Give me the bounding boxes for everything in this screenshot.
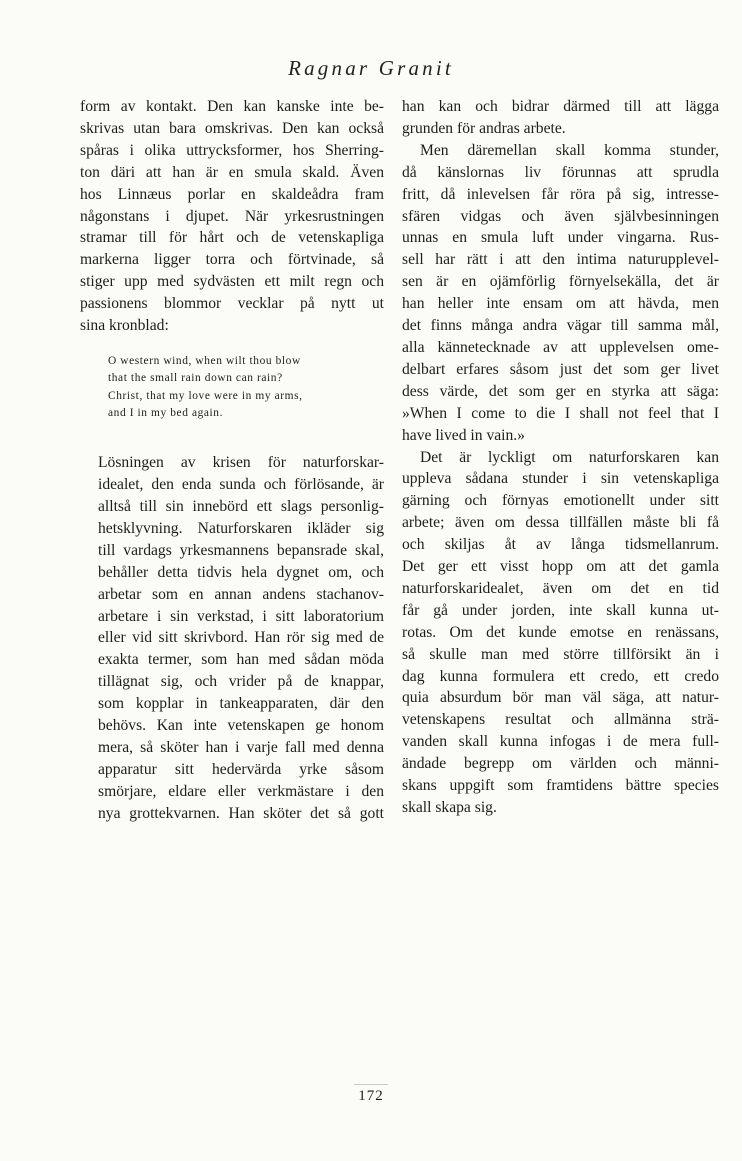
text-line: fritt, då inlevelsen får röra på sig, intresse- [402, 185, 719, 203]
text-line: naturforskaridealet, även om det en tid [402, 579, 719, 597]
text-line: sell har rätt i att den intima naturupplevel- [402, 251, 719, 269]
paragraph [402, 140, 719, 447]
text-line: spåras i olika uttrycksformer, hos Sherring- [80, 141, 384, 159]
text-line: hos Linnæus porlar en skaldeådra fram [80, 185, 384, 203]
text-line: någonstans i djupet. När yrkesrustningen [80, 207, 384, 225]
text-line: alla kännetecknade av att upplevelsen ome- [402, 338, 719, 356]
text-line: stiger upp med sydvästen ett milt regn och [80, 273, 384, 291]
text-line: »When I come to die I shall not feel that I [402, 404, 719, 422]
paragraph [402, 447, 719, 819]
paragraph [402, 96, 719, 140]
poem-line: that the small rain down can rain? [108, 372, 283, 385]
text-line: behövs. Kan inte vetenskapen ge honom [98, 717, 384, 735]
text-line: får gå under jorden, inte skall kunna ut- [402, 601, 719, 619]
paragraph [80, 452, 384, 824]
text-line: idealet, den enda sunda och förlösande, är [98, 476, 384, 494]
text-line: Lösningen av krisen för naturforskar- [98, 454, 384, 472]
text-line: Det är lyckligt om naturforskaren kan [420, 448, 719, 466]
text-line: arbetare i sin verkstad, i sitt laboratorium [98, 607, 384, 625]
text-line: Men däremellan skall komma stunder, [420, 141, 719, 159]
text-line: arbete; även om dessa tillfällen måste bli få [402, 514, 719, 532]
text-line: Det ger ett visst hopp om att det gamla [402, 558, 719, 576]
text-line: dag kunna formulera ett credo, ett credo [402, 667, 719, 685]
text-line: form av kontakt. Den kan kanske inte be- [80, 98, 384, 115]
text-line: smörjare, eldare eller verkmästare i den [98, 782, 384, 800]
text-line: quia absurdum bör man väl säga, att natur- [402, 689, 719, 707]
text-line: han kan och bidrar därmed till att lägga [402, 98, 719, 115]
text-line: ton däri att han är en smula skald. Även [80, 163, 384, 181]
text-line: och skiljas åt av långa tidsmellanrum. [402, 536, 719, 554]
text-line: sen är en ojämförlig förnyelsekälla, det är [402, 273, 719, 291]
text-line: skrivas utan bara omskrivas. Den kan också [80, 119, 384, 137]
text-line: delbart erfares såsom just det som ger livet [402, 360, 719, 378]
text-line: sfären vidgas och även självbesinningen [402, 207, 719, 225]
text-line: till vardags yrkesmannens bepansrade skal, [98, 541, 384, 559]
text-line: dess värde, det som ger en styrka att säga: [402, 382, 719, 400]
text-line: vetenskapens resultat och allmänna strä- [402, 711, 719, 729]
text-line: exakta termer, som han med sådan möda [98, 651, 384, 669]
right-column [402, 96, 719, 819]
page-number: 172 [358, 1088, 384, 1104]
poem-quote [108, 353, 384, 422]
text-line: arbetar som en annan andens stachanov- [98, 585, 384, 603]
text-line: have lived in vain.» [402, 426, 525, 444]
poem-line: Christ, that my love were in my arms, [108, 389, 303, 402]
text-line: unnas en smula luft under vingarna. Rus- [402, 229, 719, 247]
text-line: alltså till sin innebörd ett slags personlig- [98, 497, 384, 515]
text-line: tillägnat sig, och vrider på de knappar, [98, 673, 384, 691]
text-line: det finns många andra vägar till samma mål, [402, 317, 719, 335]
text-line: rotas. Om det kunde emotse en renässans, [402, 623, 719, 641]
running-head: Ragnar Granit [288, 56, 454, 80]
text-line: han heller inte ensam om att hävda, men [402, 295, 719, 313]
text-line: stramar till för hårt och de vetenskapliga [80, 229, 384, 247]
poem-line: O western wind, when wilt thou blow [108, 354, 301, 367]
text-line: hetsklyvning. Naturforskaren ikläder sig [98, 519, 384, 537]
paragraph [80, 96, 384, 337]
text-line: skall skapa sig. [402, 799, 497, 816]
text-line: så skulle man med större tillförsikt än i [402, 645, 719, 663]
text-line: skans uppgift som framtidens bättre species [402, 777, 719, 795]
text-line: markerna ligger torra och förtvinade, så [80, 251, 384, 269]
page-number-rule [354, 1084, 388, 1085]
text-line: behåller detta tidvis hela dygnet om, och [98, 563, 384, 581]
text-line: grunden för andras arbete. [402, 119, 566, 137]
text-line: vanden skall kunna infogas i de mera full- [402, 733, 719, 751]
text-line: som kopplar in tankeapparaten, där den [98, 695, 384, 713]
text-line: nya grottekvarnen. Han sköter det så gott [98, 804, 384, 822]
text-line: apparatur sitt hedervärda yrke såsom [98, 760, 384, 778]
text-line: eller vid sitt skrivbord. Han rör sig med de [98, 629, 384, 647]
text-line: passionens blommor vecklar på nytt ut [80, 295, 384, 313]
text-line: mera, så sköter han i varje fall med denna [98, 738, 384, 756]
left-column [80, 96, 384, 825]
text-line: då känslornas liv förunnas att sprudla [402, 163, 719, 181]
text-line: uppleva sådana stunder i sin vetenskapliga [402, 470, 719, 488]
text-line: ändade begrepp om världen och männi- [402, 755, 719, 773]
text-line: sina kronblad: [80, 317, 169, 335]
poem-line: and I in my bed again. [108, 406, 224, 419]
text-line: gärning och förnyas emotionellt under sitt [402, 492, 719, 510]
